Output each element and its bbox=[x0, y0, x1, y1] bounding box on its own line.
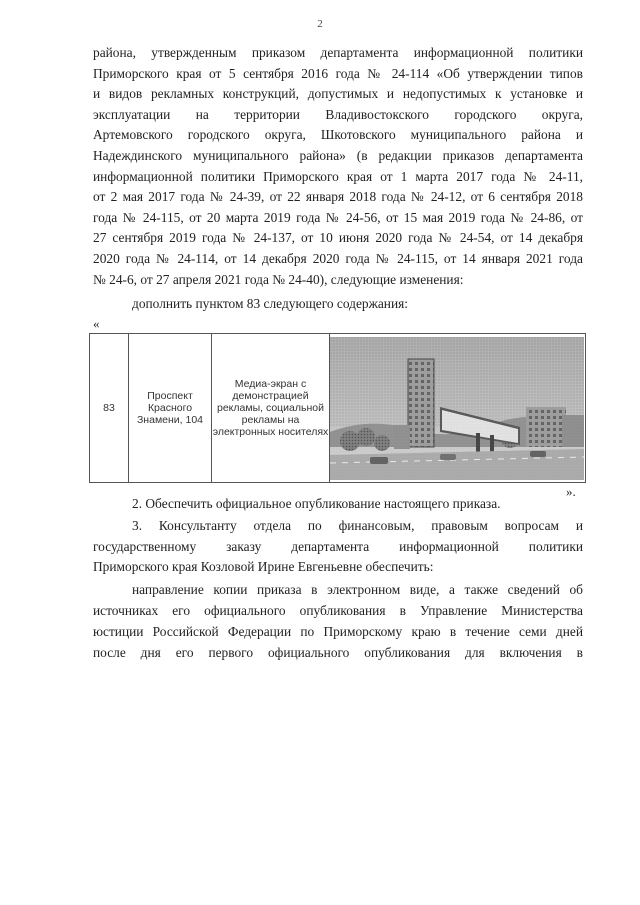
item-2-text: 2. Обеспечить официальное опубликование настоящего приказа. bbox=[132, 496, 501, 511]
text-line: 2020 года № 24-114, от 14 декабря 2020 года № 24-115, от 14 января 2021 года bbox=[93, 250, 583, 266]
text-line: эксплуатации на территории Владивостокского городского округа, bbox=[93, 106, 583, 122]
text-line: и видов рекламных конструкций, допустимых и недопустимых к установке и bbox=[93, 86, 583, 102]
advertising-construction-table bbox=[89, 333, 586, 483]
direction-line: юстиции Российской Федерации по Приморскому краю в течение семи дней bbox=[93, 624, 583, 639]
item-3-line: 3. Консультанту отдела по финансовым, правовым вопросам и bbox=[132, 518, 583, 533]
text-line: 27 сентября 2019 года № 24-137, от 10 июня 2020 года № 24-54, от 14 декабря bbox=[93, 230, 583, 246]
amendment-paragraph bbox=[93, 43, 583, 290]
quote-open: « bbox=[93, 316, 100, 331]
photo-cell bbox=[330, 334, 586, 483]
text-line: года № 24-115, от 20 марта 2019 года № 24-56, от 15 мая 2019 года № 24-86, от bbox=[93, 209, 583, 225]
item-number-cell: 83 bbox=[90, 334, 129, 483]
item-3-line: государственному заказу департамента информационной политики bbox=[93, 539, 583, 554]
item-3-line: Приморского края Козловой Ирине Евгеньевне обеспечить: bbox=[93, 559, 434, 574]
construction-type-cell: Медиа-экран с демонстрацией рекламы, социальной рекламы на электронных носителях bbox=[212, 334, 330, 483]
page-number: 2 bbox=[317, 18, 323, 30]
text-line: информационной политики Приморского края от 1 марта 2017 года № 24-11, bbox=[93, 168, 583, 184]
text-line: Артемовского городского округа, Шкотовского муниципального района и bbox=[93, 127, 583, 143]
text-line: Приморского края от 5 сентября 2016 года № 24-114 «Об утверждении типов bbox=[93, 65, 583, 81]
text-line: района, утвержденным приказом департамента информационной политики bbox=[93, 45, 583, 60]
text-line: от 2 мая 2017 года № 24-39, от 22 января 2018 года № 24-12, от 6 сентября 2018 bbox=[93, 189, 583, 205]
location-photo bbox=[330, 337, 584, 480]
supplement-line: дополнить пунктом 83 следующего содержания: bbox=[132, 296, 409, 311]
quote-close: ». bbox=[566, 484, 576, 499]
direction-line: источниках его официального опубликования в Управление Министерства bbox=[93, 603, 583, 618]
direction-line: направление копии приказа в электронном виде, а также сведений об bbox=[132, 582, 583, 597]
direction-line: после дня его первого официального опубликования для включения в bbox=[93, 645, 583, 660]
table-row bbox=[90, 334, 586, 483]
text-line: № 24-6, от 27 апреля 2021 года № 24-40), следующие изменения: bbox=[93, 271, 464, 287]
text-line: Надеждинского муниципального района» (в редакции приказов департамента bbox=[93, 147, 583, 163]
address-cell: Проспект Красного Знамени, 104 bbox=[129, 334, 212, 483]
